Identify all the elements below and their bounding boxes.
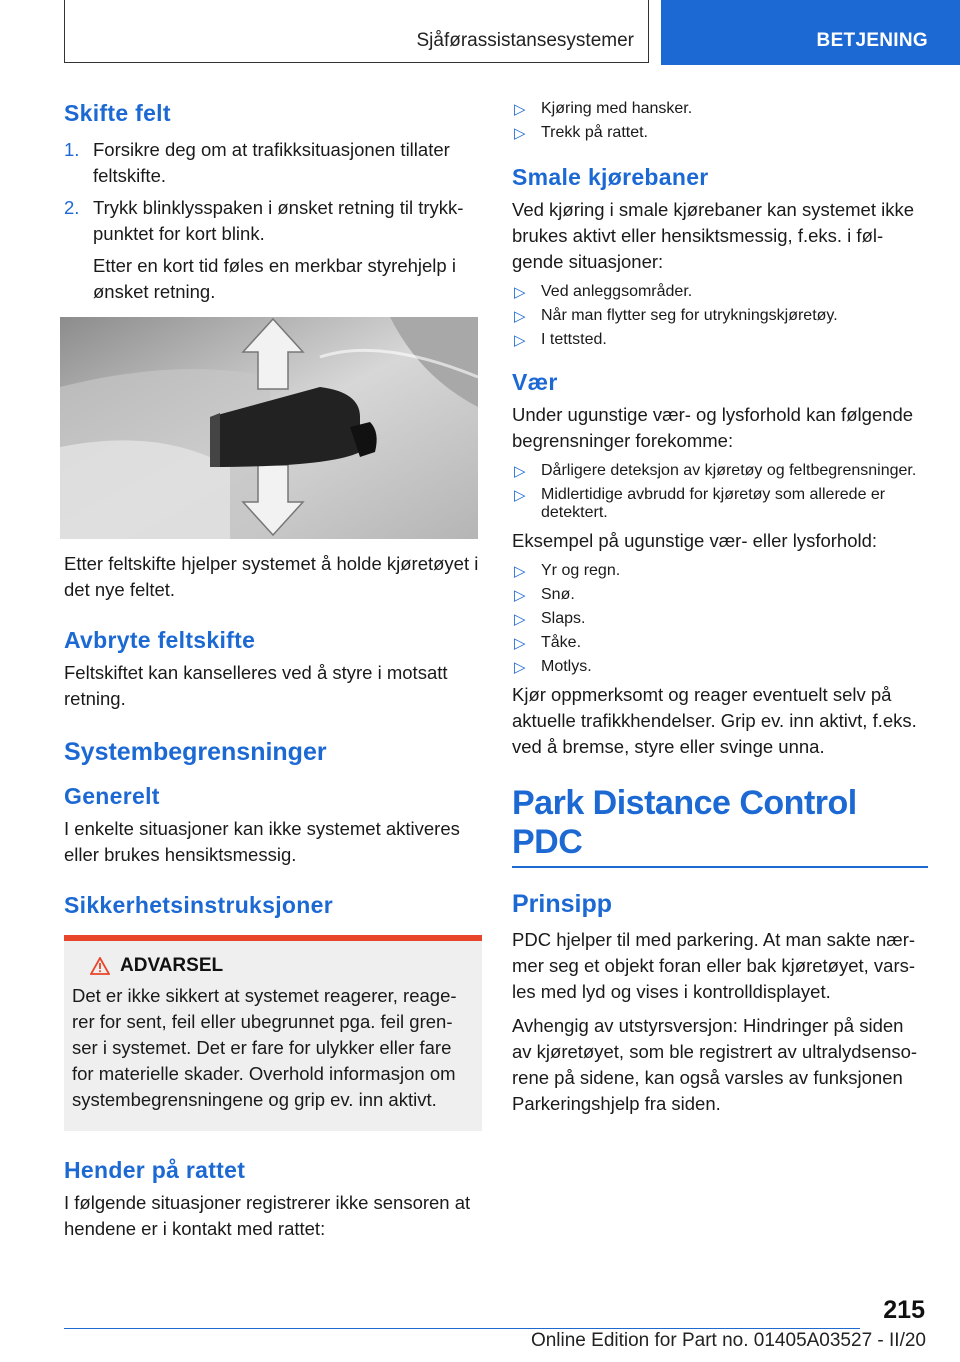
list-item-text: Yr og regn.: [541, 562, 621, 579]
hender-text: I følgende situasjoner registrerer ikke sensoren at hendene er i kontakt med rattet:: [64, 1192, 471, 1239]
vaer-text: Under ugunstige vær- og lysforhold kan følgende begrensninger forekomme:: [512, 404, 914, 451]
list-item: [512, 486, 928, 522]
header-section-box: [64, 0, 649, 63]
triangle-bullet-icon: ▷: [514, 332, 526, 349]
footer-divider: [64, 1328, 860, 1329]
heading-hender-paa-rattet: Hender på rattet: [64, 1157, 246, 1183]
prinsipp-text-1: PDC hjelper til med parkering. At man sakte nærmer seg et objekt foran eller bak kjøretøyet, varsles med lyd og vises i kontrolldisplayet.: [512, 929, 916, 1002]
warning-text: Det er ikke sikkert at systemet reagerer, reagerer for sent, feil eller ubegrunnet pga. feil grenser i systemet. Det er fare for ulykker eller fare for materielle skader. Overhold informasjon om systembegrensningene og grip ev. inn aktivt.: [72, 985, 457, 1110]
list-item: [512, 658, 928, 676]
triangle-bullet-icon: ▷: [514, 101, 526, 118]
triangle-bullet-icon: ▷: [514, 463, 526, 480]
list-item-text: Slaps.: [541, 610, 586, 627]
heading-avbryte-feltskifte: Avbryte feltskifte: [64, 627, 256, 653]
after-figure-text: Etter feltskifte hjelper systemet å holde kjøretøyet i det nye feltet.: [64, 553, 479, 600]
list-item: [512, 634, 928, 652]
triangle-bullet-icon: ▷: [514, 284, 526, 301]
heading-generelt: Generelt: [64, 783, 160, 809]
triangle-bullet-icon: ▷: [514, 563, 526, 580]
footer-edition-text: Online Edition for Part no. 01405A03527 - II/20: [530, 1330, 926, 1351]
list-item-text: Ved anleggsområder.: [541, 283, 693, 300]
step-number: 2.: [64, 197, 80, 218]
heading-prinsipp: Prinsipp: [512, 890, 613, 918]
list-item-text: Motlys.: [541, 658, 592, 675]
list-item: [512, 124, 928, 142]
eksempel-text: Eksempel på ugunstige vær- eller lysforhold:: [512, 530, 878, 551]
warning-header: [72, 955, 472, 977]
prinsipp-text-2: Avhengig av utstyrsversjon: Hindringer på siden av kjøretøyet, som ble registrert av ultralydsensorene på sidene, kan også varsles av funksjonen Parkeringshjelp fra siden.: [512, 1015, 918, 1114]
header-chapter-tab[interactable]: [661, 0, 960, 65]
warning-label: ADVARSEL: [120, 955, 224, 976]
warning-triangle-icon: [90, 957, 110, 975]
lever-illustration: [60, 317, 478, 539]
list-item: [64, 195, 482, 247]
heading-systembegrensninger: Systembegrensninger: [64, 738, 327, 766]
list-item: [512, 331, 928, 349]
generelt-text: I enkelte situasjoner kan ikke systemet aktiveres eller brukes hensiktsmessig.: [64, 818, 460, 865]
triangle-bullet-icon: ▷: [514, 125, 526, 142]
list-item-text: Dårligere deteksjon av kjøretøy og feltbegrensninger.: [541, 462, 917, 479]
step-followup: Etter en kort tid føles en merkbar styrehjelp i ønsket retning.: [93, 255, 456, 302]
step-number: 1.: [64, 139, 80, 160]
header-chapter-title: BETJENING: [816, 30, 928, 51]
list-item-text: Snø.: [541, 586, 575, 603]
heading-smale-kjorebaner: Smale kjørebaner: [512, 164, 709, 190]
left-column: [64, 100, 482, 1242]
triangle-bullet-icon: ▷: [514, 308, 526, 325]
triangle-bullet-icon: ▷: [514, 659, 526, 676]
list-item-text: Kjøring med hansker.: [541, 100, 693, 117]
heading-vaer: Vær: [512, 369, 558, 395]
kjor-text: Kjør oppmerksomt og reager eventuelt selv på aktuelle trafikkhendelser. Grip ev. inn aktivt, f.eks. ved å bremse, styre eller svinge unna.: [512, 684, 917, 757]
list-item: [512, 586, 928, 604]
list-item: [64, 137, 482, 189]
steps-list: [64, 137, 482, 305]
right-column: [512, 100, 928, 1117]
list-item-text: Når man flytter seg for utrykningskjøretøy.: [541, 307, 838, 324]
heading-skifte-felt: Skifte felt: [64, 100, 171, 126]
section-rule: [512, 784, 928, 868]
triangle-bullet-icon: ▷: [514, 611, 526, 628]
triangle-bullet-icon: ▷: [514, 487, 526, 504]
warning-box: [64, 935, 482, 1131]
step-text: Forsikre deg om at trafikksituasjonen tillater feltskifte.: [93, 139, 450, 186]
page-number: 215: [883, 1296, 925, 1324]
list-item-text: Midlertidige avbrudd for kjøretøy som allerede er detektert.: [541, 486, 886, 521]
turn-signal-lever-image: [60, 317, 478, 539]
list-item: [512, 307, 928, 325]
list-item: [512, 610, 928, 628]
list-item-text: Tåke.: [541, 634, 582, 651]
smale-text: Ved kjøring i smale kjørebaner kan systemet ikke brukes aktivt eller hensiktsmessig, f.eks. i følgende situasjoner:: [512, 199, 915, 272]
list-item: [512, 562, 928, 580]
header-section-title: Sjåførassistansesystemer: [416, 30, 634, 51]
heading-sikkerhetsinstruksjoner: Sikkerhetsinstruksjoner: [64, 892, 333, 918]
avbryte-text: Feltskiftet kan kanselleres ved å styre i motsatt retning.: [64, 662, 448, 709]
list-item-text: I tettsted.: [541, 331, 607, 348]
list-item-text: Trekk på rattet.: [541, 124, 648, 141]
triangle-bullet-icon: ▷: [514, 587, 526, 604]
list-item: [512, 283, 928, 301]
heading-park-distance-control: Park Distance Control PDC: [512, 784, 857, 861]
list-item: [512, 462, 928, 480]
step-text: Trykk blinklysspaken i ønsket retning til trykkpunktet for kort blink.: [93, 197, 464, 244]
triangle-bullet-icon: ▷: [514, 635, 526, 652]
list-item: [512, 100, 928, 118]
